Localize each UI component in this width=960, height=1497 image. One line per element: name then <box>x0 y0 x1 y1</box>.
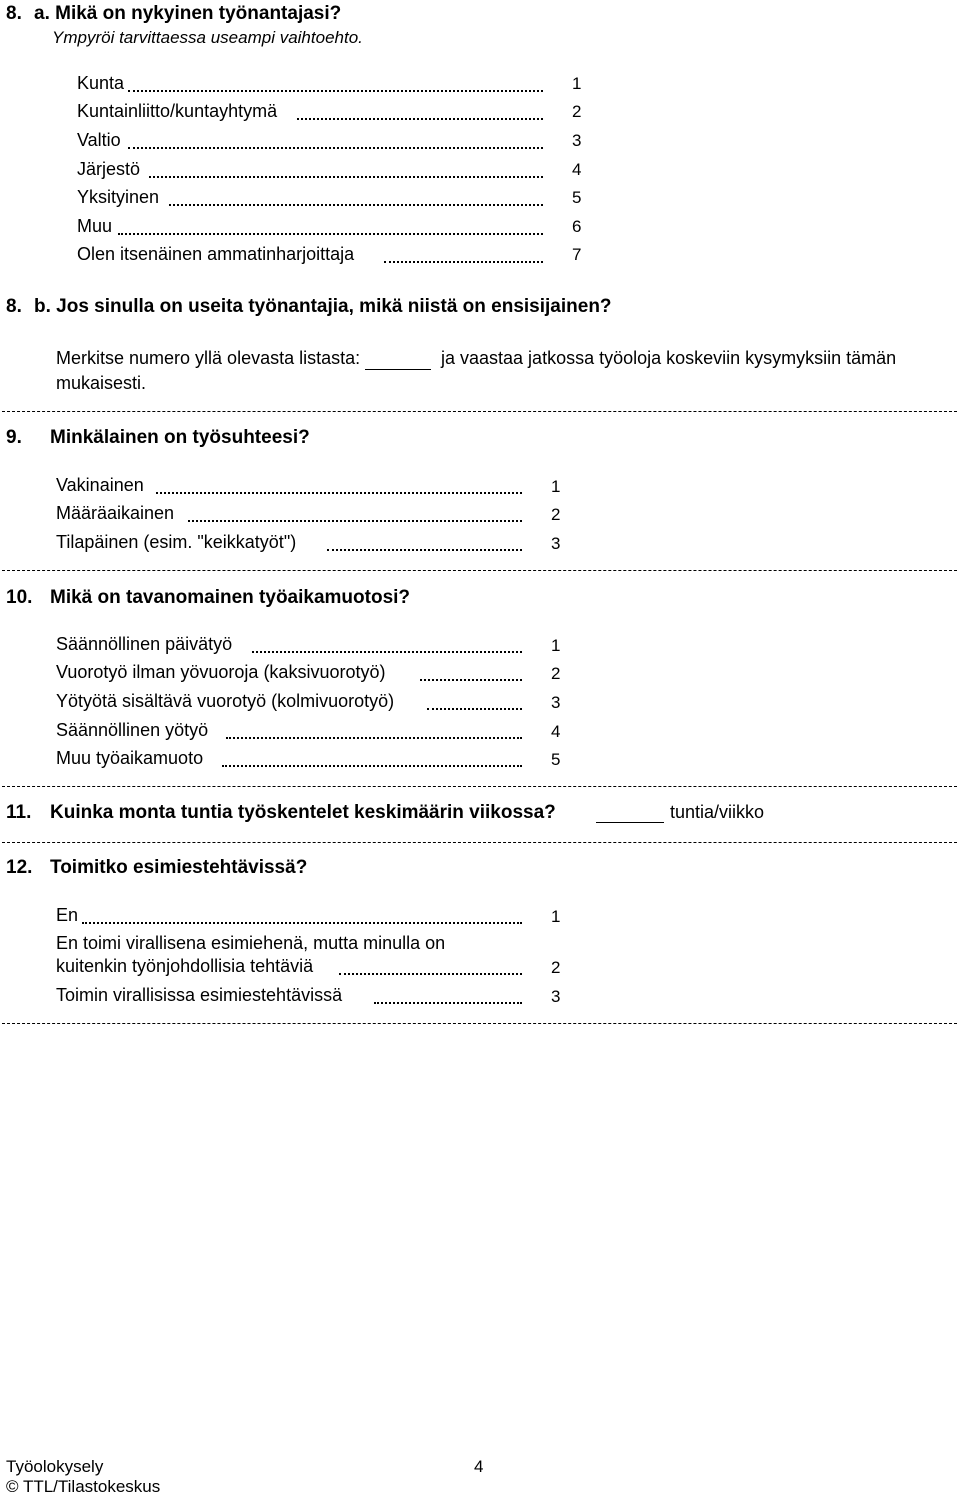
dot-leader <box>297 118 543 120</box>
q10-title: Mikä on tavanomainen työaikamuotosi? <box>50 587 411 608</box>
q8b-mark-after: ja vaastaa jatkossa työoloja koskeviin kysymyksiin tämän <box>441 348 897 368</box>
dot-leader <box>149 176 543 178</box>
q9-option-label: Vakinainen <box>56 475 144 495</box>
dot-leader <box>169 204 543 206</box>
dot-leader <box>222 765 522 767</box>
q8b-number: 8. <box>6 296 22 317</box>
q10-option-code[interactable]: 3 <box>551 693 561 712</box>
q10-option-label: Säännöllinen yötyö <box>56 720 209 740</box>
q8a-option-code[interactable]: 5 <box>572 188 582 207</box>
q12-title: Toimitko esimiestehtävissä? <box>50 857 308 878</box>
q9-option-code[interactable]: 3 <box>551 534 561 553</box>
q11-hours-blank[interactable] <box>596 822 664 823</box>
q10-option-code[interactable]: 5 <box>551 750 561 769</box>
q9-option-code[interactable]: 1 <box>551 477 561 496</box>
dot-leader <box>82 922 522 924</box>
q8a-option-label: Kuntainliitto/kuntayhtymä <box>77 101 278 121</box>
q12-option-code[interactable]: 2 <box>551 958 561 977</box>
dot-leader <box>420 679 522 681</box>
q8a-option-code[interactable]: 7 <box>572 245 582 264</box>
section-separator <box>2 786 957 787</box>
q9-title: Minkälainen on työsuhteesi? <box>50 427 310 448</box>
q12-option-label: En <box>56 905 79 925</box>
dot-leader <box>327 549 522 551</box>
q8a-option-code[interactable]: 2 <box>572 102 582 121</box>
q10-option-code[interactable]: 2 <box>551 664 561 683</box>
q8b-answer-blank[interactable] <box>365 369 431 370</box>
q8b-mark-label: Merkitse numero yllä olevasta listasta: <box>56 348 361 368</box>
q8a-option-label: Valtio <box>77 130 121 150</box>
q12-number: 12. <box>6 857 33 878</box>
q12-option-code[interactable]: 3 <box>551 987 561 1006</box>
dot-leader <box>427 708 522 710</box>
q11-number: 11. <box>6 802 32 823</box>
q8a-title: a. Mikä on nykyinen työnantajasi? <box>34 3 342 24</box>
dot-leader <box>188 520 522 522</box>
q9-option-label: Tilapäinen (esim. "keikkatyöt") <box>56 532 297 552</box>
dot-leader <box>374 1002 522 1004</box>
q8b-title: b. Jos sinulla on useita työnantajia, mikä niistä on ensisijainen? <box>34 296 612 317</box>
q8b-mark-after-line2: mukaisesti. <box>56 373 147 393</box>
q10-option-label: Säännöllinen päivätyö <box>56 634 233 654</box>
section-separator <box>2 842 957 843</box>
q10-option-label: Yötyötä sisältävä vuorotyö (kolmivuorotyö) <box>56 691 395 711</box>
dot-leader <box>156 492 522 494</box>
q9-option-code[interactable]: 2 <box>551 505 561 524</box>
dot-leader <box>128 147 543 149</box>
q12-option-label: Toimin virallisissa esimiestehtävissä <box>56 985 343 1005</box>
page-number: 4 <box>474 1457 484 1476</box>
q8a-option-label: Yksityinen <box>77 187 160 207</box>
q8a-option-label: Järjestö <box>77 159 141 179</box>
dot-leader <box>226 737 522 739</box>
q8a-number: 8. <box>6 3 22 24</box>
dot-leader <box>252 651 522 653</box>
q8a-option-code[interactable]: 3 <box>572 131 582 150</box>
q10-option-label: Muu työaikamuoto <box>56 748 204 768</box>
q11-title: Kuinka monta tuntia työskentelet keskimäärin viikossa? <box>50 802 556 823</box>
q8a-option-code[interactable]: 1 <box>572 74 582 93</box>
q10-option-code[interactable]: 4 <box>551 722 561 741</box>
q8a-option-code[interactable]: 4 <box>572 160 582 179</box>
section-separator <box>2 570 957 571</box>
dot-leader <box>118 233 543 235</box>
footer-title: Työolokysely <box>6 1457 104 1476</box>
q11-unit: tuntia/viikko <box>670 802 765 822</box>
q8a-instruction: Ympyröi tarvittaessa useampi vaihtoehto. <box>52 28 363 47</box>
section-separator <box>2 1023 957 1024</box>
q12-option-label-line2: kuitenkin työnjohdollisia tehtäviä <box>56 956 314 976</box>
q8a-option-code[interactable]: 6 <box>572 217 582 236</box>
dot-leader <box>128 90 543 92</box>
section-separator <box>2 411 957 412</box>
dot-leader <box>384 261 543 263</box>
q8a-option-label: Olen itsenäinen ammatinharjoittaja <box>77 244 355 264</box>
dot-leader <box>339 973 522 975</box>
q8a-option-label: Muu <box>77 216 113 236</box>
footer-copyright: © TTL/Tilastokeskus <box>6 1477 161 1496</box>
q10-option-code[interactable]: 1 <box>551 636 561 655</box>
q9-number: 9. <box>6 427 22 448</box>
q10-option-label: Vuorotyö ilman yövuoroja (kaksivuorotyö) <box>56 662 386 682</box>
q12-option-label: En toimi virallisena esimiehenä, mutta minulla on <box>56 933 446 953</box>
q12-option-code[interactable]: 1 <box>551 907 561 926</box>
q10-number: 10. <box>6 587 33 608</box>
q8a-option-label: Kunta <box>77 73 125 93</box>
q9-option-label: Määräaikainen <box>56 503 175 523</box>
